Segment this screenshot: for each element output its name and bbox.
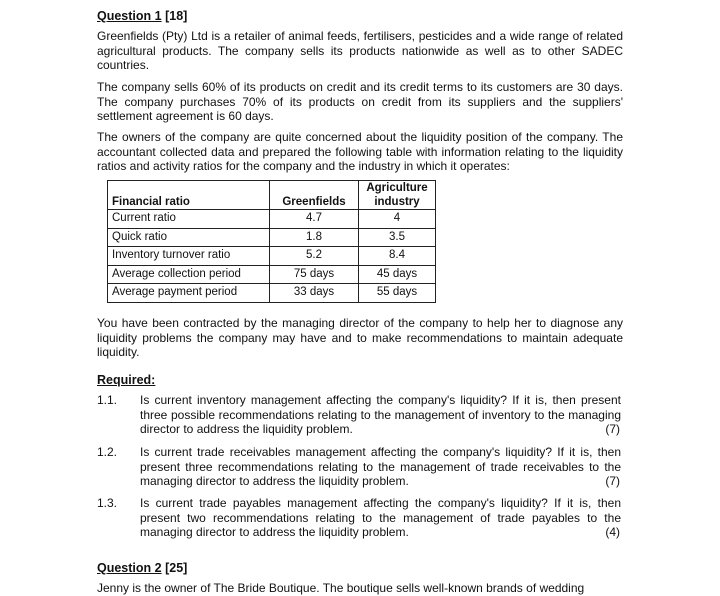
sub-question-number: 1.1. [97, 393, 118, 407]
industry-value: 3.5 [359, 228, 436, 247]
question-1-title: Question 1 [97, 9, 162, 23]
sub-question-number: 1.2. [97, 445, 118, 459]
ratios-table [107, 180, 436, 303]
question-2-marks: [25] [165, 561, 188, 575]
question-2-heading [97, 561, 187, 575]
row-label: Current ratio [108, 210, 270, 229]
sub-question-marks: (7) [605, 474, 620, 488]
question-2-intro: Jenny is the owner of The Bride Boutique. The boutique sells well-known brands of wedding [97, 581, 585, 595]
header-financial-ratio: Financial ratio [108, 181, 270, 210]
required-label: Required: [97, 373, 156, 387]
sub-question-text: Is current inventory management affecting the company's liquidity? If it is, then present three possible recommendations relating to the management of inventory to the managing director to address the liquidity problem. [140, 393, 621, 436]
industry-value: 8.4 [359, 247, 436, 266]
sub-question-number: 1.3. [97, 496, 118, 510]
industry-value: 55 days [359, 284, 436, 303]
table-row [108, 284, 436, 303]
row-label: Average payment period [108, 284, 270, 303]
industry-value: 4 [359, 210, 436, 229]
sub-question-text: Is current trade payables management affecting the company's liquidity? If it is, then present two recommendations relating to the management of trade payables to the managing director to address the liquidity problem. [140, 496, 621, 539]
sub-question-text: Is current trade receivables management affecting the company's liquidity? If it is, then present three recommendations relating to the management of trade receivables to the managing director to address the liquidity problem. [140, 445, 621, 488]
header-agriculture-industry: Agriculture industry [359, 181, 436, 210]
industry-value: 45 days [359, 265, 436, 284]
question-1-heading [97, 9, 187, 23]
question-1-paragraph-1: Greenfields (Pty) Ltd is a retailer of animal feeds, fertilisers, pesticides and a wide range of related agricultural products. The company sells its products nationwide as well as to other SADEC countries. [97, 29, 623, 72]
question-2-title: Question 2 [97, 561, 162, 575]
question-1-paragraph-2: The company sells 60% of its products on credit and its credit terms to its customers are 30 days. The company purchases 70% of its products on credit from its suppliers and the suppliers' settlement agreement is 60 days. [97, 80, 623, 123]
table-row [108, 210, 436, 229]
question-1-paragraph-4: You have been contracted by the managing director of the company to help her to diagnose any liquidity problems the company may have and to make recommendations to maintain adequate liquidity. [97, 316, 623, 359]
greenfields-value: 33 days [270, 284, 359, 303]
row-label: Quick ratio [108, 228, 270, 247]
greenfields-value: 75 days [270, 265, 359, 284]
header-greenfields: Greenfields [270, 181, 359, 210]
sub-question-marks: (7) [605, 422, 620, 436]
table-row [108, 228, 436, 247]
row-label: Average collection period [108, 265, 270, 284]
greenfields-value: 1.8 [270, 228, 359, 247]
greenfields-value: 5.2 [270, 247, 359, 266]
question-1-paragraph-3: The owners of the company are quite concerned about the liquidity position of the company. The accountant collected data and prepared the following table with information relating to the liquidity ratios and activity ratios for the company and the industry in which it operates: [97, 130, 623, 173]
table-header-row [108, 181, 436, 210]
sub-question-marks: (4) [605, 525, 620, 539]
row-label: Inventory turnover ratio [108, 247, 270, 266]
question-1-marks: [18] [165, 9, 188, 23]
table-row [108, 247, 436, 266]
table-row [108, 265, 436, 284]
greenfields-value: 4.7 [270, 210, 359, 229]
